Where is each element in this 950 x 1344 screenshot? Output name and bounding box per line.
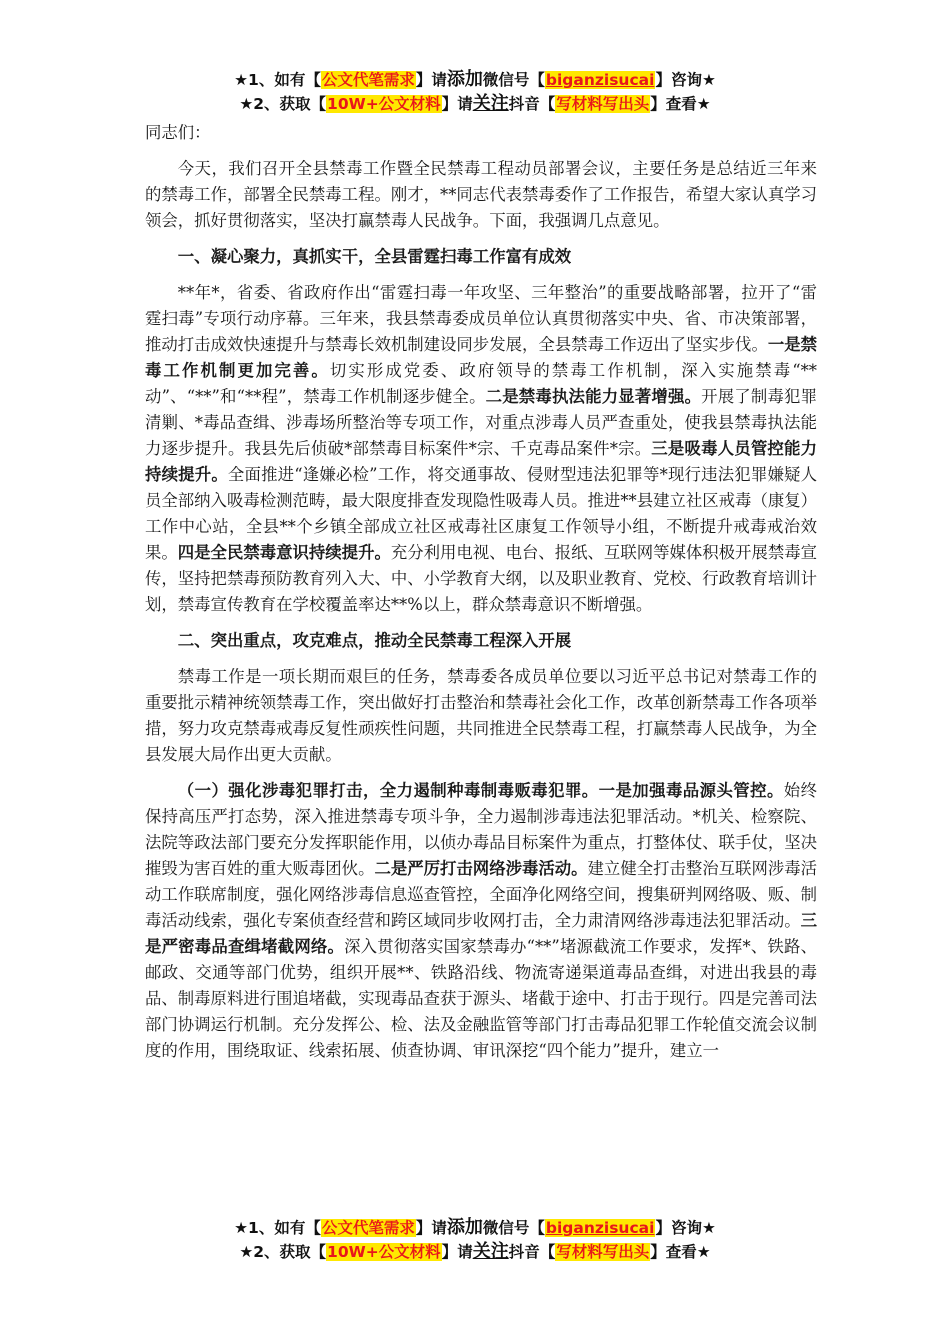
promo-text: 】查看★ [650,1243,711,1261]
promo-text: 微信号【 [482,71,545,89]
promo-line-1 [0,1216,950,1240]
promo-banner-bottom [0,1216,950,1264]
promo-text: ★1、如有【 [234,1219,321,1237]
section-2-paragraph: 禁毒工作是一项长期而艰巨的任务，禁毒委各成员单位要以习近平总书记对禁毒工作的重要批示精神统领禁毒工作，突出做好打击整治和禁毒社会化工作，改革创新禁毒工作各项举措，努力攻克禁毒戒毒反复性顽疾性问题，共同推进全民禁毒工程，打赢禁毒人民战争，为全县发展大局作出更大贡献。 [145,667,818,764]
paragraph-text: 充分利用电视、电台、报纸、互联网等媒体积极开展禁毒宣传，坚持把禁毒预防教育列入大、中、小学教育大纲，以及职业教育、党校、行政教育培训计划，禁毒宣传教育在学校覆盖率达**%以上，群众禁毒意识不断增强。 [145,543,818,614]
promo-text: 】请 [415,71,447,89]
section-heading-1: 一、凝心聚力，真抓实干，全县雷霆扫毒工作富有成效 [177,247,572,266]
paragraph-text: 切实形成党委、政府领导的禁毒工作机制，深入实施禁毒“**动”、“**”和“**程”，禁毒工作机制逐步健全。 [145,361,817,406]
section-heading-2: 二、突出重点，攻克难点，推动全民禁毒工程深入开展 [177,631,572,650]
promo-banner-top [0,68,950,116]
promo-text: ★2、获取【 [239,1243,327,1261]
promo-highlight: 10W+公文材料 [327,1243,441,1261]
document-body [145,120,817,1064]
promo-highlight: 公文代笔需求 [321,1219,415,1237]
promo-text: 】请 [441,1243,473,1261]
promo-text: 】查看★ [650,95,711,113]
promo-douyin-name: 写材料写出头 [556,1243,650,1261]
subsection-heading: （一）强化涉毒犯罪打击，全力遏制种毒制毒贩毒犯罪。 [177,781,599,800]
paragraph-text: 开展了制毒犯罪清剿、*毒品查缉、涉毒场所整治等专项工作，对重点涉毒人员严查重处，使我县禁毒执法能力逐步提升。我县先后侦破*部禁毒目标案件*宗、千克毒品案件*宗。 [145,387,818,458]
section-1-paragraph [145,280,817,618]
promo-text: 】咨询★ [655,1219,716,1237]
promo-line-2 [0,92,950,116]
paragraph-text: 深入贯彻落实国家禁毒办“**”堵源截流工作要求，发挥*、铁路、邮政、交通等部门优势，组织开展**、铁路沿线、物流寄递渠道毒品查缉，对进出我县的毒品、制毒原料进行围追堵截，实现毒品查获于源头、堵截于途中、打击于现行。四是完善司法部门协调运行机制。充分发挥公、检、法及金融监管等部门打击毒品犯罪工作轮值交流会议制度的作用，围绕取证、线索拓展、侦查协调、审讯深挖“四个能力”提升，建立一 [145,937,818,1060]
paragraph-text: **年*，省委、省政府作出“雷霆扫毒一年攻坚、三年整治”的重要战略部署，拉开了“雷霆扫毒”专项行动序幕。三年来，我县禁毒委成员单位认真贯彻落实中央、省、市决策部署，推动打击成效快速提升与禁毒长效机制建设同步发展，全县禁毒工作迈出了坚实步伐。 [145,283,817,354]
bold-point: 一是禁毒工作机制更加完善。 [145,335,818,380]
promo-text: 】咨询★ [655,71,716,89]
promo-line-2 [0,1240,950,1264]
bold-point: 四是全民禁毒意识持续提升。 [177,543,391,562]
bold-point: 二是严厉打击网络涉毒活动。 [374,859,588,878]
promo-wechat-id: biganzisucai [545,1219,655,1237]
promo-emphasis: 添加 [446,1217,483,1238]
promo-text: 抖音【 [508,1243,556,1261]
promo-text: 微信号【 [482,1219,545,1237]
bold-point: 三是严密毒品查缉堵截网络。 [145,911,818,956]
intro-paragraph: 今天，我们召开全县禁毒工作暨全民禁毒工程动员部署会议，主要任务是总结近三年来的禁毒工作，部署全民禁毒工程。刚才，**同志代表禁毒委作了工作报告，希望大家认真学习领会，抓好贯彻落实，坚决打赢禁毒人民战争。下面，我强调几点意见。 [145,159,818,230]
promo-text: 】请 [415,1219,447,1237]
bold-point: 三是吸毒人员管控能力持续提升。 [145,439,817,484]
promo-text: 抖音【 [508,95,556,113]
promo-text: ★2、获取【 [239,95,327,113]
promo-douyin-name: 写材料写出头 [556,95,650,113]
paragraph-text: 全面推进“逢嫌必检”工作，将交通事故、侵财型违法犯罪等*现行违法犯罪嫌疑人员全部纳入吸毒检测范畴，最大限度排查发现隐性吸毒人员。推进**县建立社区戒毒（康复）工作中心站，全县**个乡镇全部成立社区戒毒社区康复工作领导小组，不断提升戒毒戒治效果。 [145,465,818,562]
promo-emphasis: 关注 [472,1241,509,1262]
promo-wechat-id: biganzisucai [545,71,655,89]
promo-text: ★1、如有【 [234,71,321,89]
promo-highlight: 10W+公文材料 [327,95,441,113]
promo-line-1 [0,68,950,92]
subsection-1-paragraph [145,778,817,1064]
promo-emphasis: 添加 [446,69,483,90]
bold-point: 二是禁毒执法能力显著增强。 [485,387,702,406]
paragraph-text: 建立健全打击整治互联网涉毒活动工作联席制度，强化网络涉毒信息巡查管控，全面净化网络空间，搜集研判网络吸、贩、制毒活动线索，强化专案侦查经营和跨区域同步收网打击，全力肃清网络涉毒违法犯罪活动。 [145,859,818,930]
promo-text: 】请 [441,95,473,113]
bold-point: 一是加强毒品源头管控。 [598,781,784,800]
promo-highlight: 公文代笔需求 [321,71,415,89]
promo-emphasis: 关注 [472,93,509,114]
salutation: 同志们： [145,123,211,142]
paragraph-text: 始终保持高压严打态势，深入推进禁毒专项斗争，全力遏制涉毒违法犯罪活动。*机关、检察院、法院等政法部门要充分发挥职能作用，以侦办毒品目标案件为重点，打整体仗、联手仗，坚决摧毁为害百姓的重大贩毒团伙。 [145,781,818,878]
